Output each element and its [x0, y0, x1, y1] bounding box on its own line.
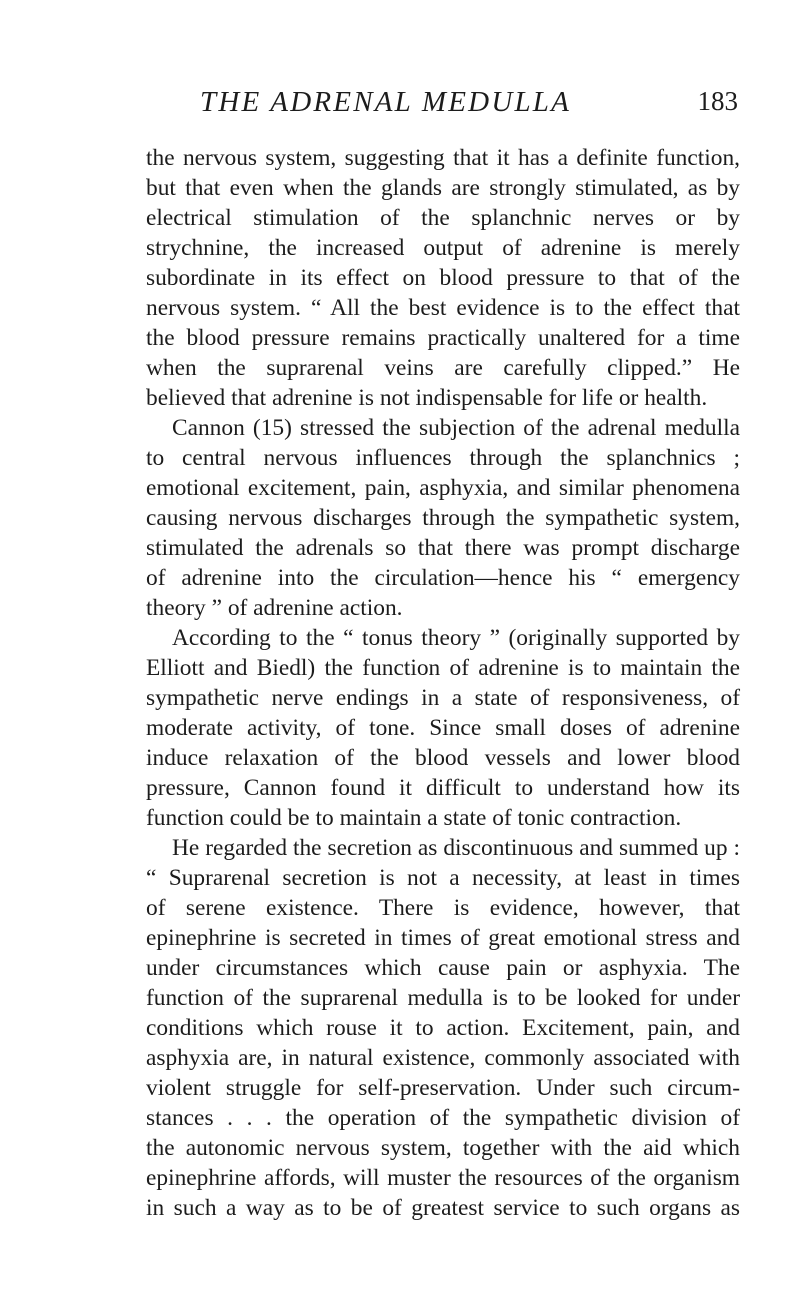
text-line: moderate activity, of tone. Since small doses of adrenine [146, 715, 740, 741]
text-line: asphyxia are, in natural existence, commonly associated with [146, 1045, 740, 1071]
running-title: THE ADRENAL MEDULLA [200, 86, 572, 118]
text-line: the nervous system, suggesting that it has a definite function, [146, 145, 740, 171]
text-line: conditions which rouse it to action. Excitement, pain, and [146, 1015, 740, 1041]
text-line: to central nervous influences through the splanchnics ; [146, 445, 740, 471]
text-line: function could be to maintain a state of tonic contraction. [146, 805, 682, 831]
text-line: of serene existence. There is evidence, however, that [146, 895, 740, 921]
text-line: stances . . . the operation of the sympathetic division of [146, 1105, 740, 1131]
text-line: subordinate in its effect on blood pressure to that of the [146, 265, 740, 291]
text-line: function of the suprarenal medulla is to be looked for under [146, 985, 740, 1011]
page-header [146, 86, 738, 126]
text-line: in such a way as to be of greatest service to such organs as [146, 1195, 740, 1221]
text-line: He regarded the secretion as discontinuous and summed up : [172, 835, 740, 861]
text-line: theory ” of adrenine action. [146, 595, 403, 621]
text-line: Elliott and Biedl) the function of adrenine is to maintain the [146, 655, 740, 681]
text-line: epinephrine affords, will muster the resources of the organism [146, 1165, 740, 1191]
text-line: but that even when the glands are strongly stimulated, as by [146, 175, 740, 201]
text-line: of adrenine into the circulation—hence his “ emergency [146, 565, 740, 591]
text-line: electrical stimulation of the splanchnic nerves or by [146, 205, 740, 231]
text-line: strychnine, the increased output of adrenine is merely [146, 235, 740, 261]
text-line: when the suprarenal veins are carefully clipped.” He [146, 355, 740, 381]
text-line: stimulated the adrenals so that there was prompt discharge [146, 535, 740, 561]
text-line: under circumstances which cause pain or asphyxia. The [146, 955, 740, 981]
text-line: induce relaxation of the blood vessels and lower blood [146, 745, 740, 771]
text-line: causing nervous discharges through the sympathetic system, [146, 505, 740, 531]
text-line: Cannon (15) stressed the subjection of the adrenal medulla [172, 415, 740, 441]
text-line: believed that adrenine is not indispensable for life or health. [146, 385, 708, 411]
text-line: According to the “ tonus theory ” (originally supported by [172, 625, 740, 651]
text-line: epinephrine is secreted in times of great emotional stress and [146, 925, 740, 951]
page-number: 183 [697, 86, 738, 116]
text-line: “ Suprarenal secretion is not a necessity, at least in times [146, 865, 740, 891]
text-line: the blood pressure remains practically unaltered for a time [146, 325, 740, 351]
body-text [146, 143, 740, 1223]
text-line: nervous system. “ All the best evidence is to the effect that [146, 295, 740, 321]
text-line: sympathetic nerve endings in a state of responsiveness, of [146, 685, 740, 711]
text-line: the autonomic nervous system, together with the aid which [146, 1135, 740, 1161]
text-line: emotional excitement, pain, asphyxia, and similar phenomena [146, 475, 740, 501]
text-line: pressure, Cannon found it difficult to understand how its [146, 775, 740, 801]
text-line: violent struggle for self-preservation. Under such circum- [146, 1075, 740, 1101]
